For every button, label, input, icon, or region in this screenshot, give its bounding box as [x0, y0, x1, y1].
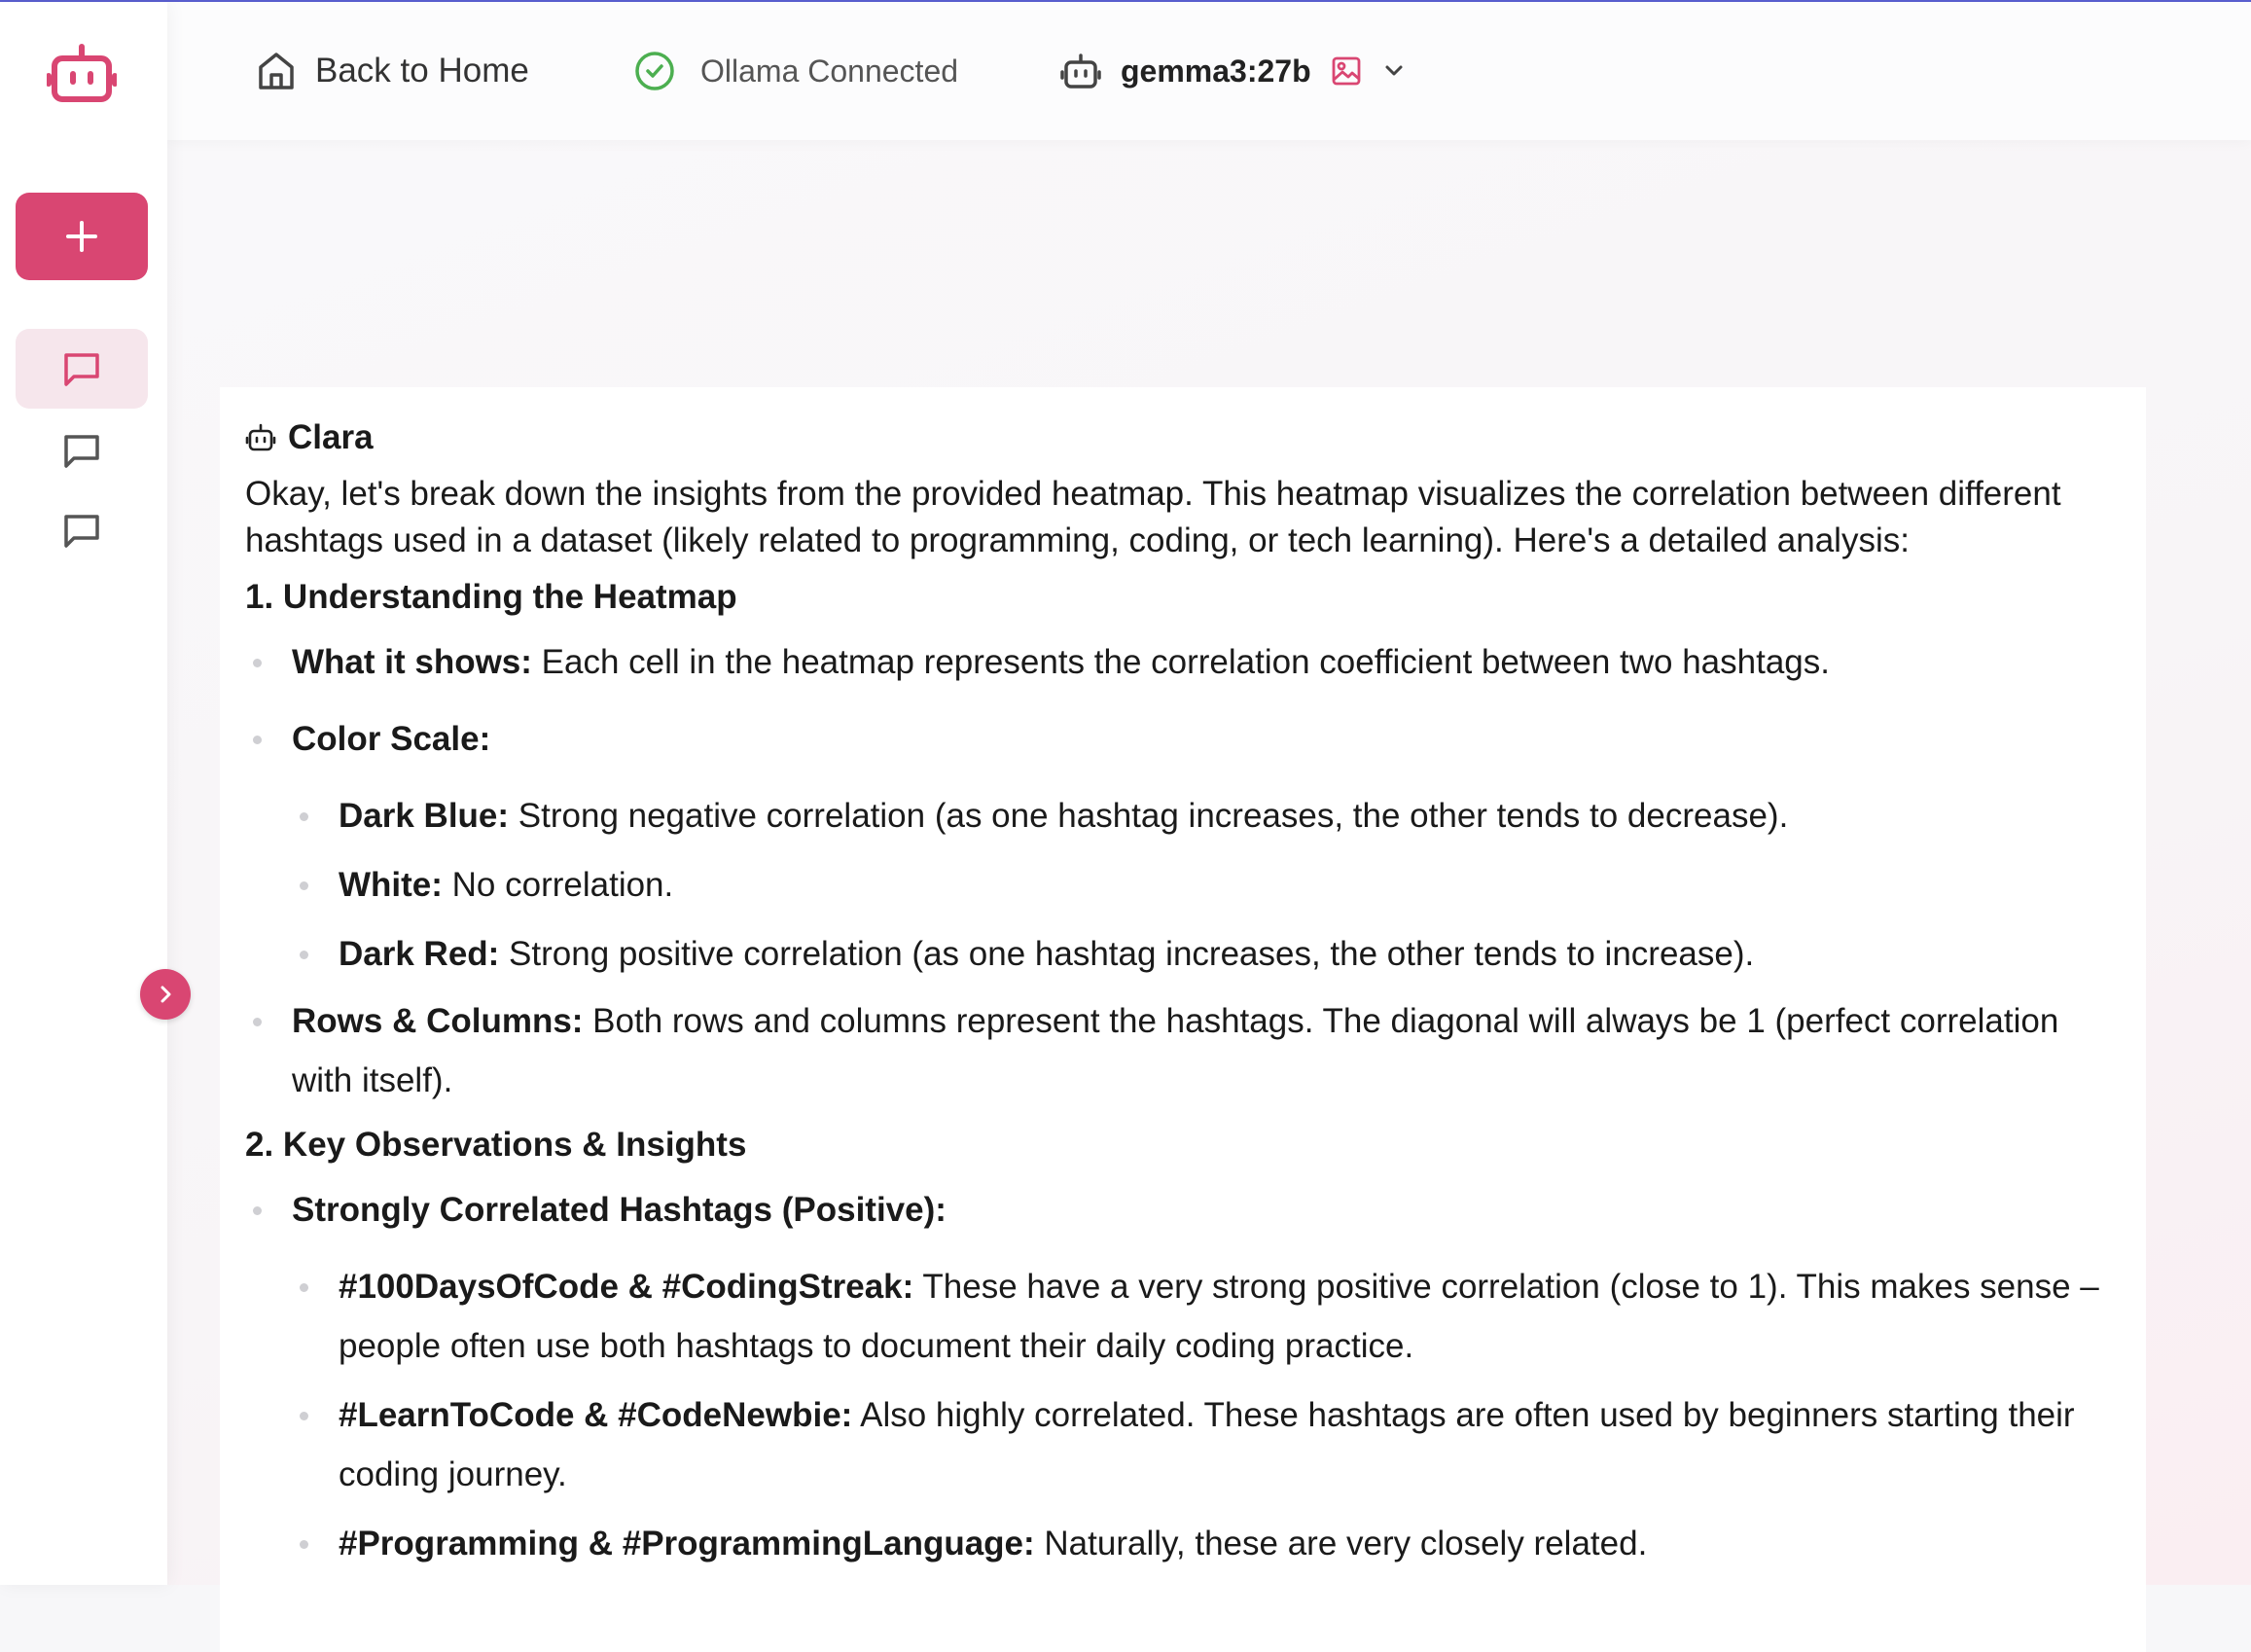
- sidebar-chat-item-3[interactable]: [16, 490, 148, 570]
- section-heading: 2. Key Observations & Insights: [245, 1126, 747, 1164]
- section-heading: 1. Understanding the Heatmap: [245, 578, 737, 616]
- sender-name: Clara: [288, 418, 374, 456]
- list-item: #Programming & #ProgrammingLanguage: Naturally, these are very closely related.: [292, 1514, 2121, 1573]
- sidebar-chat-item-1[interactable]: [16, 329, 148, 409]
- bot-icon: [245, 423, 276, 452]
- connection-status: [634, 2, 958, 140]
- new-chat-button[interactable]: [16, 193, 148, 280]
- plus-icon: [64, 219, 99, 254]
- model-name: gemma3:27b: [1121, 53, 1311, 89]
- back-to-home-button[interactable]: [255, 2, 529, 140]
- list-item: Dark Blue: Strong negative correlation (as one hashtag increases, the other tends to decrease).: [292, 786, 2121, 845]
- message-sender: [245, 416, 2121, 459]
- chat-bubble-icon: [62, 431, 101, 470]
- list-item: White: No correlation.: [292, 855, 2121, 915]
- bot-icon: [1060, 53, 1101, 90]
- chat-bubble-icon: [62, 349, 101, 388]
- list-item: Rows & Columns: Both rows and columns represent the hashtags. The diagonal will always be 1 (perfect correlation with itself).: [245, 991, 2121, 1110]
- list-item: Strongly Correlated Hashtags (Positive): #100DaysOfCode & #CodingStreak: These have a very strong positive correlation (close to 1). This makes sense – people often use both hashtags to document their daily coding practice. #LearnToCode & #CodeNewbie: Also highly correlated. These hashtags are often used by beginners starting their coding journey. #Programming & #ProgrammingLanguage: Naturally, these are very closely related.: [245, 1180, 2121, 1573]
- model-selector[interactable]: [1060, 2, 1407, 140]
- sidebar-expand-button[interactable]: [140, 969, 191, 1020]
- robot-icon[interactable]: [47, 43, 117, 105]
- list-item: Color Scale: Dark Blue: Strong negative correlation (as one hashtag increases, the other tends to decrease). White: No correlation. Dark Red: Strong positive correlation (as one hashtag increases, the other tends to increase).: [245, 709, 2121, 984]
- chat-area: [167, 140, 2251, 1585]
- intro-paragraph: Okay, let's break down the insights from the provided heatmap. This heatmap visualizes the correlation between different hashtags used in a dataset (likely related to programming, coding, or tech learning). Here's a detailed analysis:: [245, 475, 2061, 559]
- nested-bullet-list: [292, 786, 2121, 984]
- sidebar: [0, 2, 167, 1585]
- bullet-list: [245, 632, 2121, 1110]
- chevron-down-icon: [1381, 58, 1407, 84]
- chat-bubble-icon: [62, 511, 101, 550]
- image-icon: [1331, 55, 1362, 87]
- connection-status-label: Ollama Connected: [700, 53, 959, 89]
- list-item: What it shows: Each cell in the heatmap represents the correlation coefficient between two hashtags.: [245, 632, 2121, 692]
- chevron-right-icon: [155, 984, 176, 1005]
- nested-bullet-list: [292, 1257, 2121, 1573]
- list-item: Dark Red: Strong positive correlation (as one hashtag increases, the other tends to increase).: [292, 924, 2121, 984]
- top-bar: [167, 2, 2251, 140]
- home-icon: [255, 50, 298, 92]
- sidebar-chat-item-2[interactable]: [16, 411, 148, 490]
- assistant-message: [220, 387, 2146, 1652]
- bullet-list: [245, 1180, 2121, 1573]
- check-circle-icon: [634, 51, 675, 91]
- back-to-home-label: Back to Home: [315, 52, 529, 90]
- list-item: #LearnToCode & #CodeNewbie: Also highly correlated. These hashtags are often used by beginners starting their coding journey.: [292, 1385, 2121, 1504]
- list-item: #100DaysOfCode & #CodingStreak: These have a very strong positive correlation (close to 1). This makes sense – people often use both hashtags to document their daily coding practice.: [292, 1257, 2121, 1376]
